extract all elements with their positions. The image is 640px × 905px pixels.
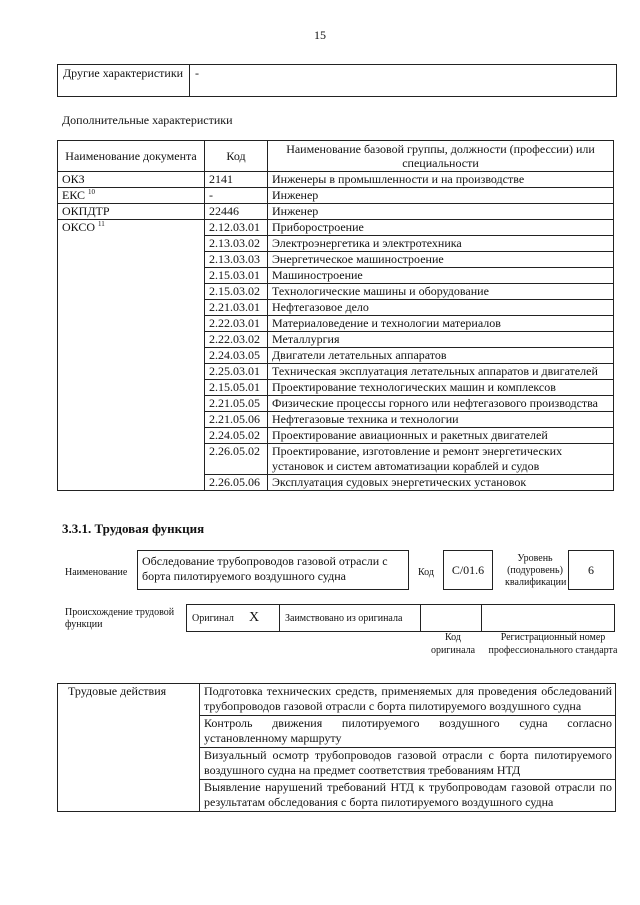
name-cell: Инженер [268, 204, 614, 220]
origin-label: Происхождение трудовой функции [65, 607, 175, 630]
other-characteristics-value: - [190, 65, 617, 97]
code-cell: 22446 [205, 204, 268, 220]
doc-name-cell [58, 188, 205, 204]
original-mark: X [249, 610, 260, 625]
code-cell: 2.21.05.05 [205, 396, 268, 412]
function-code-label: Код [418, 567, 434, 578]
name-cell: Проектирование технологических машин и комплексов [268, 380, 614, 396]
registration-number-label: Регистрационный номер профессионального стандарта [488, 632, 618, 656]
name-cell: Двигатели летательных аппаратов [268, 348, 614, 364]
name-cell: Технологические машины и оборудование [268, 284, 614, 300]
labor-action-item: Выявление нарушений требований НТД к трубопроводам газовой отрасли по результатам обследования с борта пилотируемого воздушного судна [200, 780, 616, 812]
name-cell: Инженер [268, 188, 614, 204]
table-row [58, 204, 614, 220]
doc-name: ЕКС [62, 188, 86, 202]
registration-number-cell [481, 604, 615, 632]
doc-name-cell [58, 220, 205, 491]
function-name-value: Обследование трубопроводов газовой отрасли с борта пилотируемого воздушного судна [137, 550, 409, 590]
other-characteristics-table [57, 64, 617, 97]
code-cell: 2.15.05.01 [205, 380, 268, 396]
doc-name: ОКСО [62, 220, 96, 234]
name-cell: Нефтегазовое дело [268, 300, 614, 316]
name-cell: Техническая эксплуатация летательных аппаратов и двигателей [268, 364, 614, 380]
code-cell: 2.26.05.02 [205, 444, 268, 475]
name-cell: Металлургия [268, 332, 614, 348]
labor-function-title: 3.3.1. Трудовая функция [62, 521, 205, 536]
labor-action-item: Подготовка технических средств, применяемых для проведения обследований трубопроводов газовой отрасли с борта пилотируемого воздушного судна [200, 684, 616, 716]
name-cell: Машиностроение [268, 268, 614, 284]
table-header-code: Код [205, 141, 268, 172]
borrowed-label: Заимствовано из оригинала [285, 613, 403, 624]
labor-actions-label: Трудовые действия [58, 684, 200, 812]
code-cell: 2.22.03.02 [205, 332, 268, 348]
origin-row [186, 604, 615, 632]
code-cell: 2.12.03.01 [205, 220, 268, 236]
original-label: Оригинал [192, 613, 234, 624]
name-cell: Эксплуатация судовых энергетических установок [268, 475, 614, 491]
table-row [58, 188, 614, 204]
name-cell: Энергетическое машиностроение [268, 252, 614, 268]
code-cell: 2.21.03.01 [205, 300, 268, 316]
original-code-cell [420, 604, 482, 632]
origin-borrowed-cell [279, 604, 421, 632]
name-cell: Проектирование авиационных и ракетных двигателей [268, 428, 614, 444]
additional-characteristics-table [57, 140, 614, 491]
labor-action-item: Визуальный осмотр трубопроводов газовой отрасли с борта пилотируемого воздушного судна на предмет соответствия требованиям НТД [200, 748, 616, 780]
code-cell: 2.21.05.06 [205, 412, 268, 428]
name-cell: Проектирование, изготовление и ремонт энергетических установок и систем автоматизации кораблей и судов [268, 444, 614, 475]
code-cell: 2.15.03.02 [205, 284, 268, 300]
labor-action-item: Контроль движения пилотируемого воздушного судна согласно установленному маршруту [200, 716, 616, 748]
table-header-document: Наименование документа [58, 141, 205, 172]
function-code-value: C/01.6 [443, 550, 493, 590]
footnote-marker: 10 [88, 188, 96, 196]
table-row [58, 172, 614, 188]
code-cell: 2.25.03.01 [205, 364, 268, 380]
labor-action-row [58, 684, 616, 716]
footnote-marker: 11 [98, 220, 105, 228]
other-characteristics-label: Другие характеристики [58, 65, 190, 97]
code-cell: 2.13.03.02 [205, 236, 268, 252]
page-number: 15 [314, 28, 326, 42]
code-cell: 2141 [205, 172, 268, 188]
original-code-label: Код оригинала [430, 632, 476, 656]
name-cell: Приборостроение [268, 220, 614, 236]
code-cell: 2.24.05.02 [205, 428, 268, 444]
doc-name-cell [58, 172, 205, 188]
name-cell: Нефтегазовые техника и технологии [268, 412, 614, 428]
code-cell: 2.13.03.03 [205, 252, 268, 268]
code-cell: - [205, 188, 268, 204]
labor-actions-table [57, 683, 616, 812]
origin-original-cell [186, 604, 280, 632]
doc-name: ОКЗ [62, 172, 85, 186]
name-cell: Материаловедение и технологии материалов [268, 316, 614, 332]
section-caption: Дополнительные характеристики [62, 113, 233, 127]
table-header-name: Наименование базовой группы, должности (профессии) или специальности [268, 141, 614, 172]
code-cell: 2.24.03.05 [205, 348, 268, 364]
name-cell: Электроэнергетика и электротехника [268, 236, 614, 252]
code-cell: 2.22.03.01 [205, 316, 268, 332]
name-cell: Инженеры в промышленности и на производстве [268, 172, 614, 188]
code-cell: 2.15.03.01 [205, 268, 268, 284]
code-cell: 2.26.05.06 [205, 475, 268, 491]
table-row [58, 220, 614, 236]
qualification-level-value: 6 [568, 550, 614, 590]
name-cell: Физические процессы горного или нефтегазового производства [268, 396, 614, 412]
doc-name-cell [58, 204, 205, 220]
qualification-level-label: Уровень (подуровень) квалификации [505, 553, 567, 588]
doc-name: ОКПДТР [62, 204, 110, 218]
function-name-label: Наименование [65, 567, 128, 578]
